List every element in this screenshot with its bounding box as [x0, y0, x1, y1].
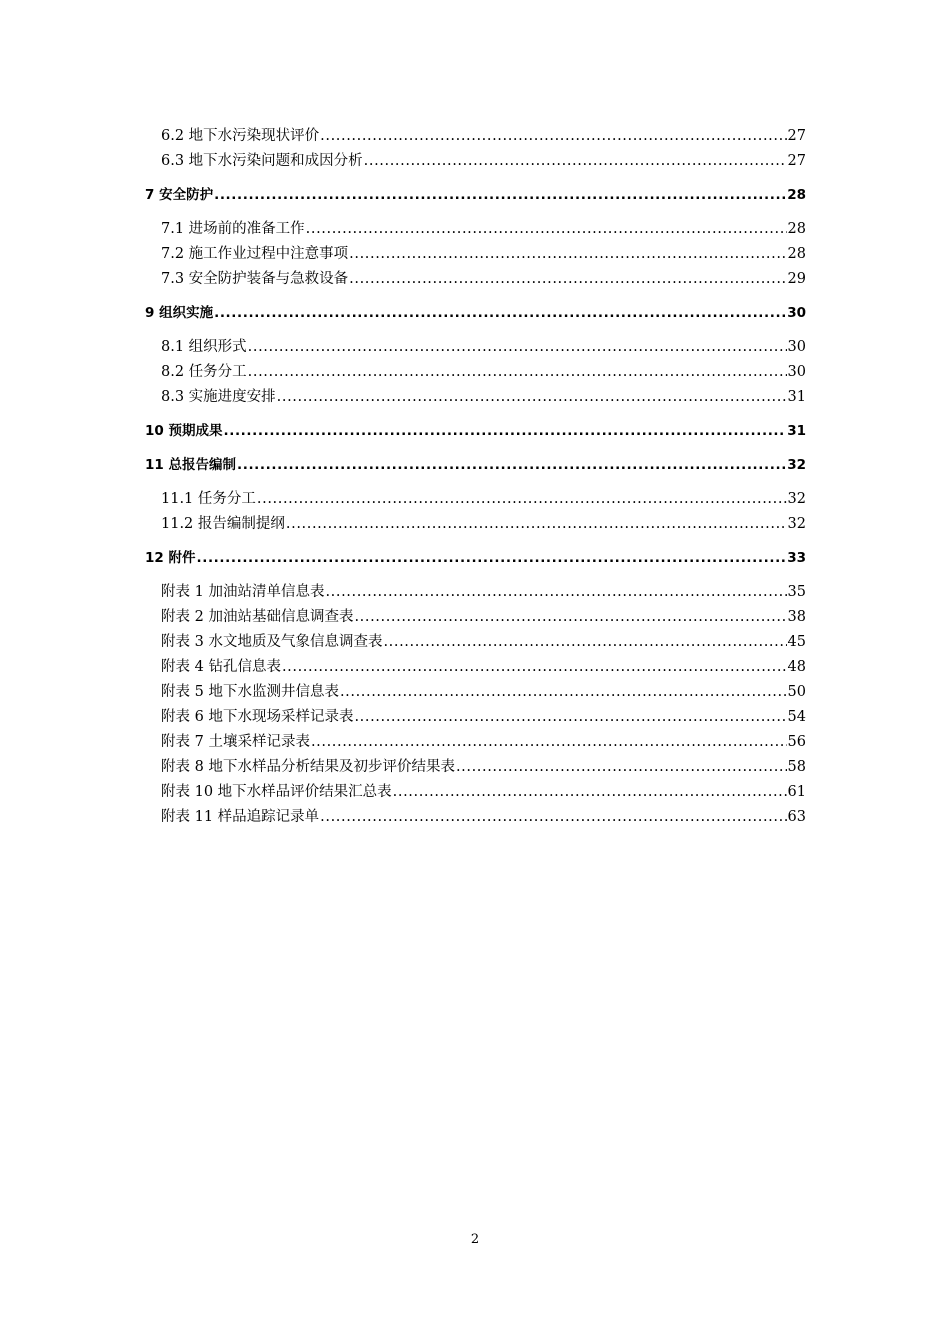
toc-leader-dots — [248, 360, 787, 385]
toc-entry[interactable] — [145, 149, 806, 174]
toc-chapter-entry[interactable] — [145, 301, 806, 326]
toc-entry[interactable] — [145, 755, 806, 780]
toc-chapter-entry[interactable] — [145, 183, 806, 208]
toc-leader-dots — [325, 580, 786, 605]
toc-entry-title: 8.3 实施进度安排 — [161, 389, 276, 405]
toc-leader-dots — [306, 217, 787, 242]
table-of-contents — [145, 124, 806, 830]
toc-entry-page: 38 — [787, 609, 806, 625]
toc-entry-title: 10 预期成果 — [145, 423, 223, 439]
toc-entry-title: 附表 2 加油站基础信息调查表 — [161, 609, 354, 625]
toc-entry-page: 30 — [787, 305, 806, 321]
toc-entry[interactable] — [145, 605, 806, 630]
toc-entry-page: 61 — [787, 784, 806, 800]
toc-entry[interactable] — [145, 385, 806, 410]
toc-entry-title: 附表 1 加油站清单信息表 — [161, 584, 325, 600]
toc-entry[interactable] — [145, 730, 806, 755]
toc-entry-page: 45 — [787, 634, 806, 650]
toc-entry-page: 28 — [787, 187, 806, 203]
toc-leader-dots — [393, 780, 787, 805]
toc-entry[interactable] — [145, 487, 806, 512]
toc-entry-page: 31 — [787, 423, 806, 439]
toc-entry[interactable] — [145, 242, 806, 267]
toc-entry-page: 32 — [787, 516, 806, 532]
toc-entry-title: 11.2 报告编制提纲 — [161, 516, 285, 532]
toc-chapter-entry[interactable] — [145, 453, 806, 478]
toc-chapter-entry[interactable] — [145, 419, 806, 444]
toc-entry-title: 7 安全防护 — [145, 187, 214, 203]
toc-entry-title: 附表 5 地下水监测井信息表 — [161, 684, 339, 700]
toc-entry-page: 58 — [787, 759, 806, 775]
toc-leader-dots — [237, 453, 786, 478]
toc-entry-title: 附表 8 地下水样品分析结果及初步评价结果表 — [161, 759, 455, 775]
toc-entry-title: 9 组织实施 — [145, 305, 214, 321]
toc-entry[interactable] — [145, 580, 806, 605]
page-number: 2 — [470, 1232, 480, 1247]
toc-entry-title: 7.2 施工作业过程中注意事项 — [161, 246, 349, 262]
toc-entry-page: 29 — [787, 271, 806, 287]
toc-entry-page: 63 — [787, 809, 806, 825]
toc-entry-title: 附表 3 水文地质及气象信息调查表 — [161, 634, 383, 650]
toc-leader-dots — [214, 183, 786, 208]
toc-leader-dots — [277, 385, 787, 410]
toc-leader-dots — [197, 546, 787, 571]
toc-leader-dots — [320, 124, 786, 149]
toc-entry-title: 7.3 安全防护装备与急救设备 — [161, 271, 349, 287]
toc-leader-dots — [349, 242, 786, 267]
toc-entry-title: 8.1 组织形式 — [161, 339, 247, 355]
toc-leader-dots — [364, 149, 787, 174]
toc-entry-page: 50 — [787, 684, 806, 700]
toc-leader-dots — [282, 655, 787, 680]
toc-entry[interactable] — [145, 780, 806, 805]
toc-leader-dots — [354, 705, 786, 730]
toc-entry-title: 12 附件 — [145, 550, 196, 566]
toc-entry[interactable] — [145, 705, 806, 730]
toc-entry-title: 附表 10 地下水样品评价结果汇总表 — [161, 784, 392, 800]
toc-entry-page: 56 — [787, 734, 806, 750]
toc-entry-title: 11 总报告编制 — [145, 457, 236, 473]
toc-entry-title: 附表 6 地下水现场采样记录表 — [161, 709, 354, 725]
toc-entry[interactable] — [145, 267, 806, 292]
toc-entry-page: 48 — [787, 659, 806, 675]
toc-entry-title: 6.3 地下水污染问题和成因分析 — [161, 153, 363, 169]
toc-entry-page: 30 — [787, 364, 806, 380]
toc-entry-title: 7.1 进场前的准备工作 — [161, 221, 305, 237]
toc-entry[interactable] — [145, 512, 806, 537]
toc-leader-dots — [320, 805, 786, 830]
toc-leader-dots — [286, 512, 787, 537]
toc-entry-title: 11.1 任务分工 — [161, 491, 256, 507]
toc-leader-dots — [340, 680, 787, 705]
toc-entry-page: 31 — [787, 389, 806, 405]
toc-leader-dots — [257, 487, 787, 512]
toc-entry-page: 32 — [787, 491, 806, 507]
toc-entry[interactable] — [145, 655, 806, 680]
toc-entry[interactable] — [145, 630, 806, 655]
toc-entry-page: 32 — [787, 457, 806, 473]
toc-entry-page: 27 — [787, 128, 806, 144]
toc-entry-page: 28 — [787, 221, 806, 237]
toc-entry[interactable] — [145, 124, 806, 149]
toc-leader-dots — [214, 301, 786, 326]
toc-entry[interactable] — [145, 805, 806, 830]
toc-entry-page: 54 — [787, 709, 806, 725]
toc-entry-title: 附表 4 钻孔信息表 — [161, 659, 281, 675]
toc-chapter-entry[interactable] — [145, 546, 806, 571]
toc-entry-title: 附表 11 样品追踪记录单 — [161, 809, 320, 825]
toc-leader-dots — [224, 419, 787, 444]
toc-entry[interactable] — [145, 217, 806, 242]
toc-entry-page: 35 — [787, 584, 806, 600]
toc-leader-dots — [383, 630, 786, 655]
toc-entry[interactable] — [145, 360, 806, 385]
toc-entry-title: 附表 7 土壤采样记录表 — [161, 734, 310, 750]
toc-entry[interactable] — [145, 680, 806, 705]
toc-entry-page: 30 — [787, 339, 806, 355]
toc-entry-title: 8.2 任务分工 — [161, 364, 247, 380]
toc-entry-page: 33 — [787, 550, 806, 566]
toc-leader-dots — [311, 730, 787, 755]
toc-leader-dots — [354, 605, 786, 630]
toc-entry-page: 27 — [787, 153, 806, 169]
toc-entry[interactable] — [145, 335, 806, 360]
toc-entry-page: 28 — [787, 246, 806, 262]
toc-leader-dots — [456, 755, 787, 780]
toc-entry-title: 6.2 地下水污染现状评价 — [161, 128, 320, 144]
toc-leader-dots — [349, 267, 786, 292]
toc-leader-dots — [248, 335, 787, 360]
